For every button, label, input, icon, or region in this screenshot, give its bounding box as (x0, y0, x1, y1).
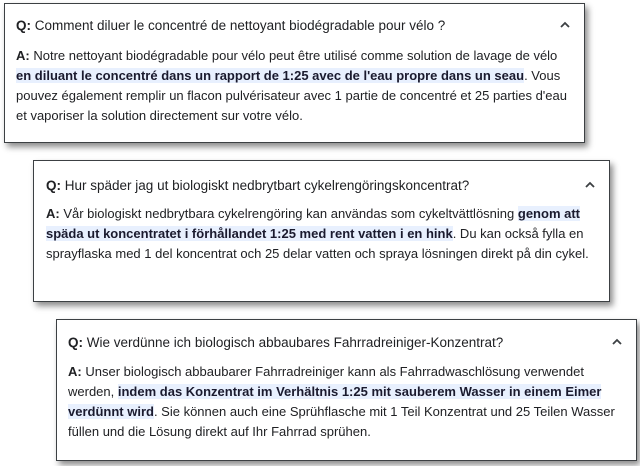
answer-highlight: en diluant le concentré dans un rapport de 1:25 avec de l'eau propre dans un seau (16, 68, 525, 83)
answer-highlight: indem das Konzentrat im Verhältnis 1:25 mit sauberem Wasser in einem Eimer verdünnt wird (68, 384, 602, 419)
chevron-up-icon[interactable] (610, 335, 624, 349)
question-prefix: Q: (16, 18, 31, 33)
question-text: Comment diluer le concentré de nettoyant biodégradable pour vélo ? (34, 18, 446, 33)
answer-text-after: . Vous pouvez également remplir un flacon pulvérisateur avec 1 partie de concentré et 25 parties d'eau et vaporiser la solution directement sur votre vélo. (16, 68, 567, 123)
question-prefix: Q: (46, 178, 61, 193)
answer-text-before: Unser biologisch abbaubarer Fahrradreiniger kann als Fahrradwaschlösung verwendet werden, (68, 364, 584, 399)
faq-question-row[interactable] (34, 161, 609, 197)
answer-text-after: . Du kan också fylla en sprayflaska med 1 del koncentrat och 25 delar vatten och spraya lösningen direkt på din cykel. (46, 226, 589, 261)
faq-answer (5, 38, 584, 126)
question-text: Wie verdünne ich biologisch abbaubares Fahrradreiniger-Konzentrat? (86, 335, 504, 350)
faq-card-sv (33, 160, 610, 302)
answer-prefix: A: (68, 364, 82, 379)
answer-text-before: Notre nettoyant biodégradable pour vélo peut être utilisé comme solution de lavage de vélo (33, 48, 558, 63)
faq-card-de (56, 319, 637, 461)
answer-prefix: A: (46, 206, 60, 221)
question-prefix: Q: (68, 335, 83, 350)
faq-question (68, 334, 503, 351)
faq-answer (34, 197, 609, 264)
answer-highlight: genom att späda ut koncentratet i förhållandet 1:25 med rent vatten i en hink (46, 206, 581, 241)
answer-text-before: Vår biologiskt nedbrytbara cykelrengöring kan användas som cykeltvättlösning (63, 206, 515, 221)
faq-question-row[interactable] (5, 4, 584, 38)
chevron-up-icon[interactable] (558, 18, 572, 32)
faq-question-row[interactable] (57, 320, 636, 354)
faq-answer (57, 354, 636, 442)
answer-text-after: . Sie können auch eine Sprühflasche mit 1 Teil Konzentrat und 25 Teilen Wasser füllen und die Lösung direkt auf Ihr Fahrrad sprühen. (68, 404, 615, 439)
answer-prefix: A: (16, 48, 30, 63)
chevron-up-icon[interactable] (583, 178, 597, 192)
faq-question (46, 177, 469, 194)
faq-question (16, 17, 445, 34)
question-text: Hur späder jag ut biologiskt nedbrytbart cykelrengöringskoncentrat? (64, 178, 470, 193)
faq-card-fr (4, 3, 585, 143)
